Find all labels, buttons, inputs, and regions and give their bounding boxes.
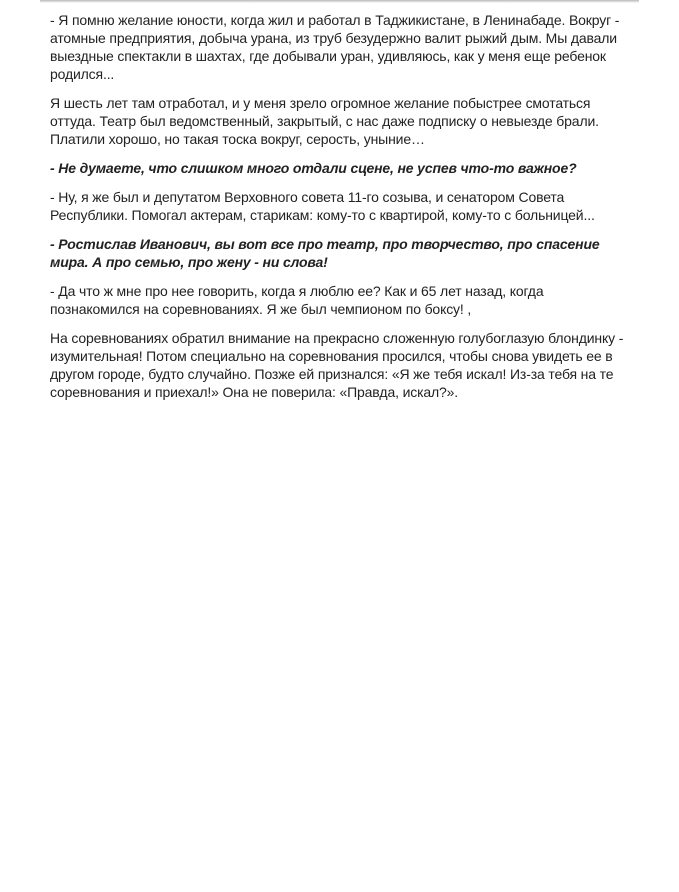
previous-text-edge [40, 0, 639, 3]
paragraph-question-stage: - Не думаете, что слишком много отдали сцене, не успев что-то важное? [50, 160, 577, 176]
paragraph-answer-love: - Да что ж мне про нее говорить, когда я люблю ее? Как и 65 лет назад, когда познакомился на соревнованиях. Я же был чемпионом по боксу! , [50, 283, 544, 317]
paragraph-question-family: - Ростислав Иванович, вы вот все про театр, про творчество, про спасение мира. А про семью, про жену - ни слова! [50, 236, 600, 270]
interview-article [50, 11, 632, 412]
paragraph-answer-uranium: - Я помню желание юности, когда жил и работал в Таджикистане, в Ленинабаде. Вокруг - атомные предприятия, добыча урана, из труб безудержно валит рыжий дым. Мы давали выездные спектакли в шахтах, где добывали уран, удивляюсь, как у меня еще ребенок родился... [50, 12, 620, 82]
paragraph-answer-competition: На соревнованиях обратил внимание на прекрасно сложенную голубоглазую блондинку - изумительная! Потом специально на соревнования просился, чтобы снова увидеть ее в другом городе, будто случайно. Позже ей признался: «Я же тебя искал! Из-за тебя на те соревнования и приехал!» Она не поверила: «Правда, искал?». [50, 330, 624, 400]
paragraph-answer-deputy: - Ну, я же был и депутатом Верховного совета 11-го созыва, и сенатором Совета Республики. Помогал актерам, старикам: кому-то с квартирой, кому-то с больницей... [50, 189, 595, 223]
paragraph-answer-six-years: Я шесть лет там отработал, и у меня зрело огромное желание побыстрее смотаться оттуда. Театр был ведомственный, закрытый, с нас даже подписку о невыезде брали. Платили хорошо, но такая тоска вокруг, серость, уныние… [50, 95, 599, 147]
